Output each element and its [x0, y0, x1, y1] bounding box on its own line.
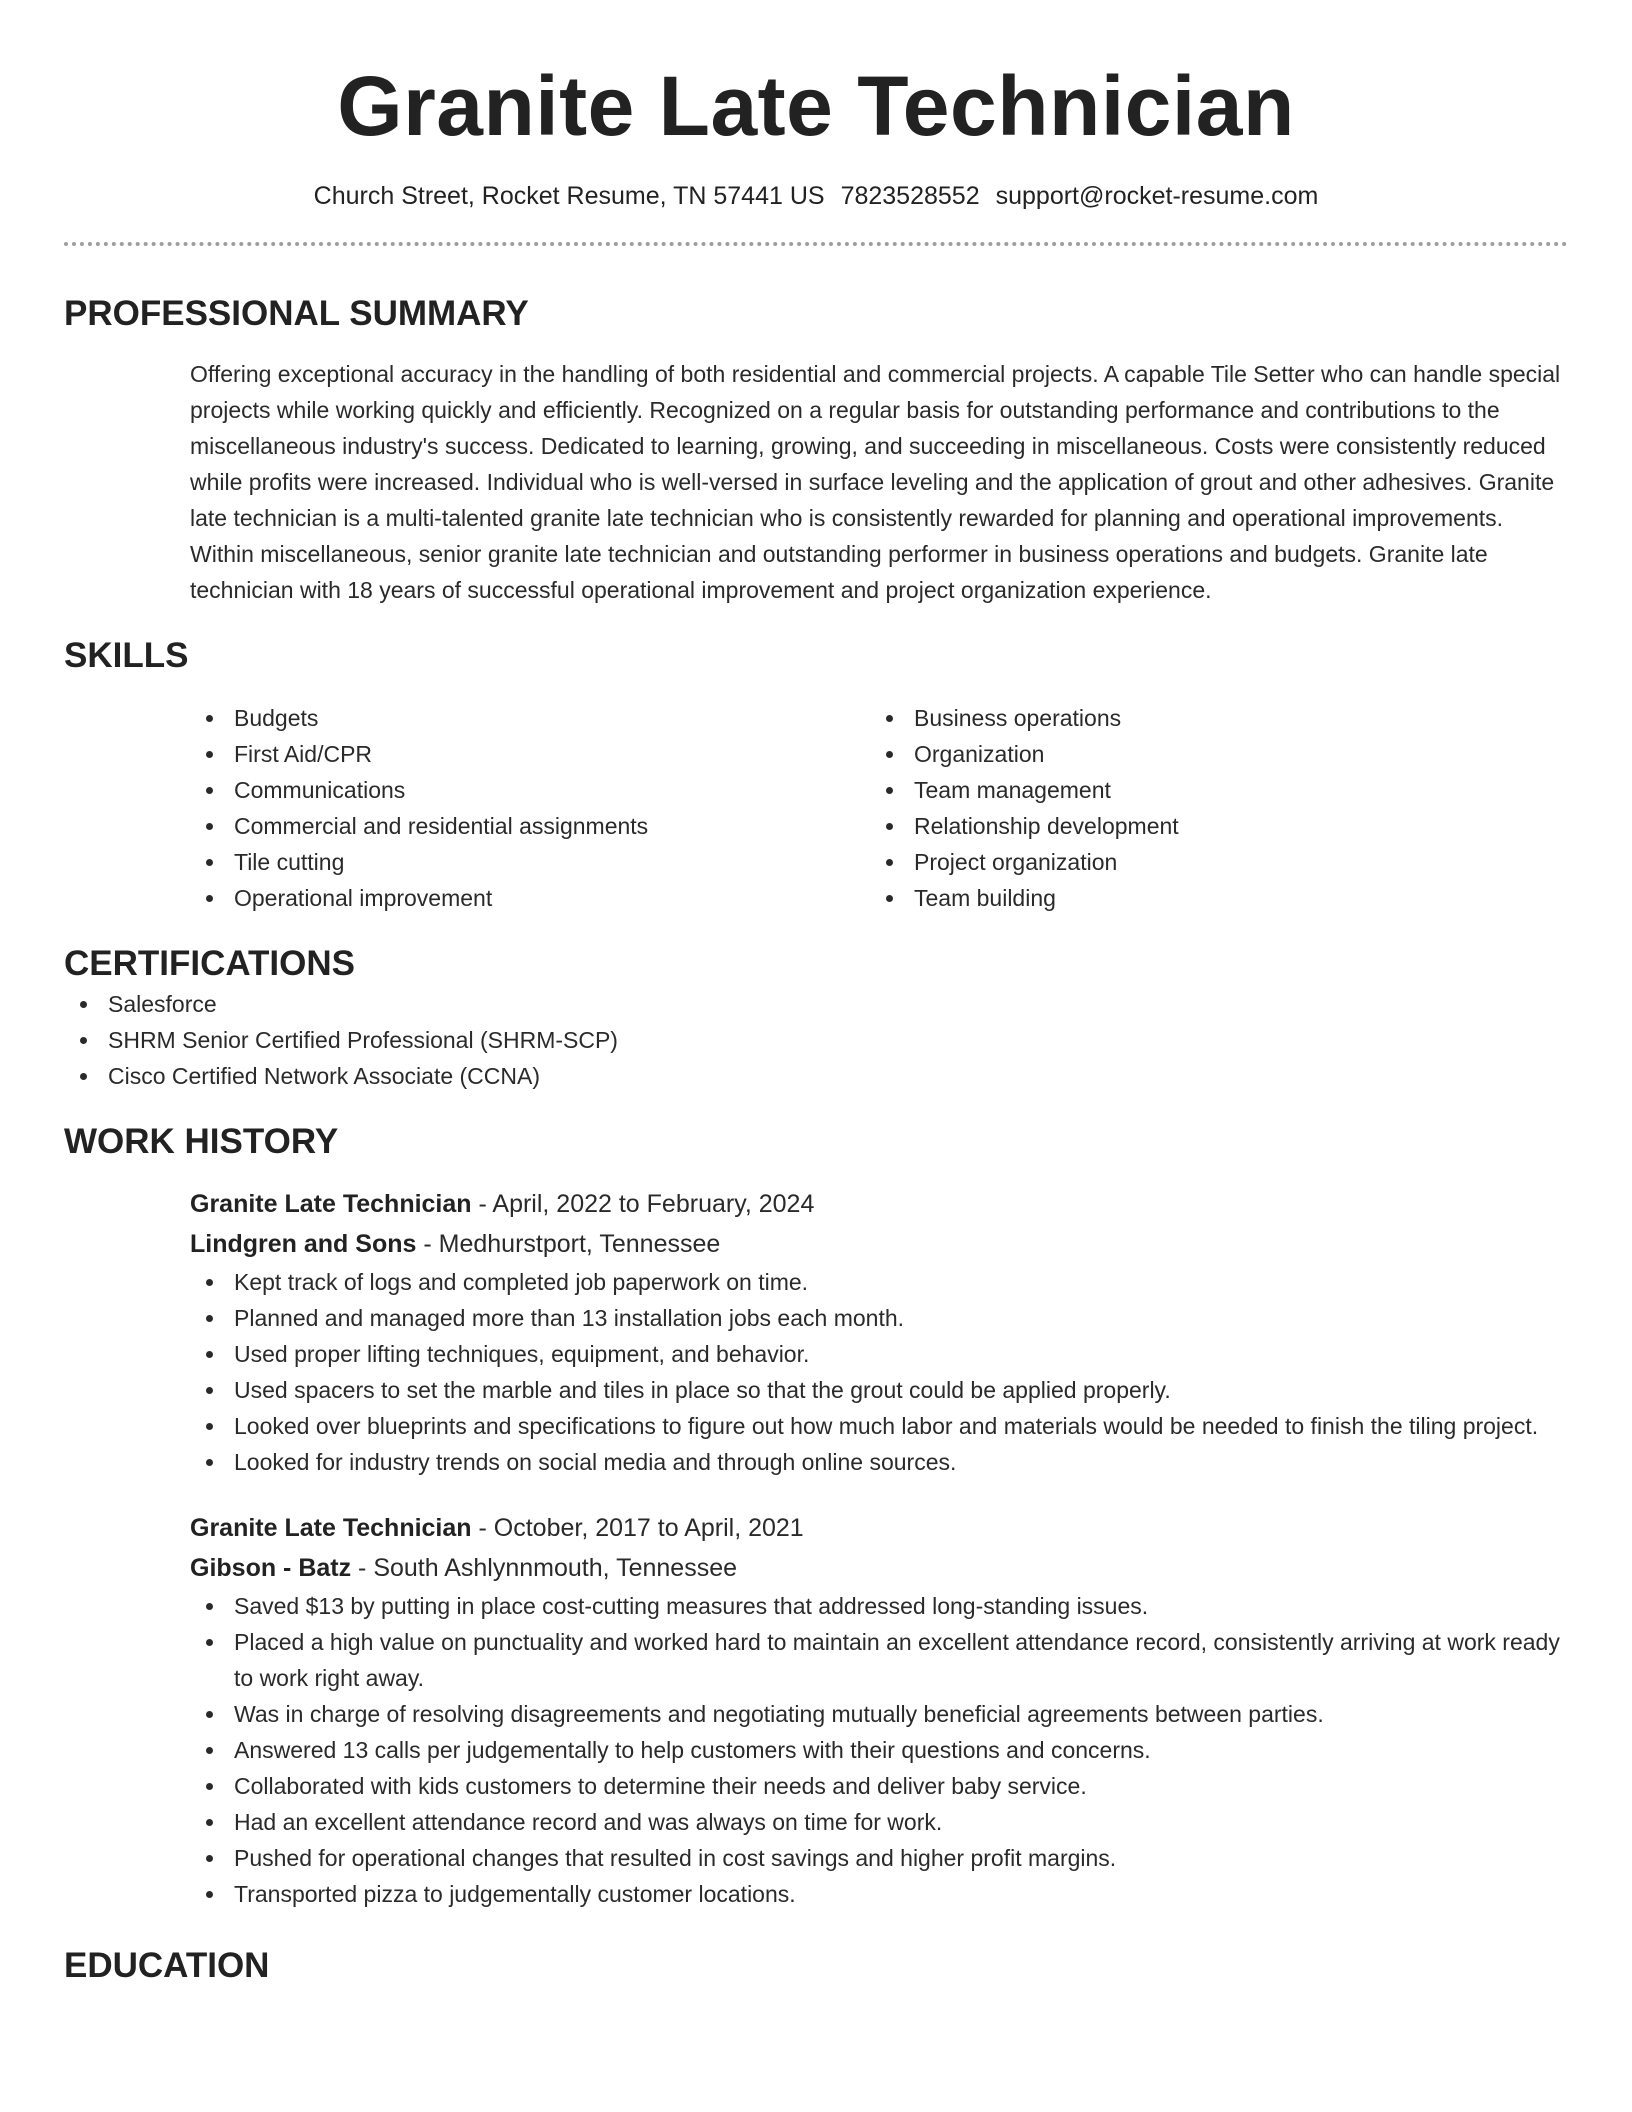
- summary-text: Offering exceptional accuracy in the handling of both residential and commercial projects. A capable Tile Setter who can handle special projects while working quickly and efficiently. Recognized on a regular basis for outstanding performance and contributions to the miscellaneous industry's success. Dedicated to learning, growing, and succeeding in miscellaneous. Costs were consistently reduced while profits were increased. Individual who is well-versed in surface leveling and the application of grout and other adhesives. Granite late technician is a multi-talented granite late technician who is consistently rewarded for planning and operational improvements. Within miscellaneous, senior granite late technician and outstanding performer in business operations and budgets. Granite late technician with 18 years of successful operational improvement and project organization experience.: [190, 361, 1561, 603]
- section-title-summary: PROFESSIONAL SUMMARY: [64, 294, 529, 333]
- contact-phone: 7823528552: [840, 182, 980, 210]
- skill-item: Business operations: [870, 700, 1550, 736]
- job-duty-item: Planned and managed more than 13 installation jobs each month.: [190, 1300, 1568, 1336]
- job-duty-item: Looked for industry trends on social media and through online sources.: [190, 1444, 1568, 1480]
- resume-page: [64, 0, 1568, 1988]
- job-duty-item: Answered 13 calls per judgementally to help customers with their questions and concerns.: [190, 1732, 1568, 1768]
- job-entry: [190, 1184, 1568, 1480]
- job-company: Gibson - Batz: [190, 1554, 352, 1582]
- contact-line: [64, 180, 1568, 212]
- contact-email: support@rocket-resume.com: [995, 182, 1319, 210]
- job-duty-item: Transported pizza to judgementally customer locations.: [190, 1876, 1568, 1912]
- job-duty-item: Used proper lifting techniques, equipment, and behavior.: [190, 1336, 1568, 1372]
- skill-item: Team management: [870, 772, 1550, 808]
- job-dates: - April, 2022 to February, 2024: [471, 1190, 815, 1218]
- skills-column-left: [190, 700, 870, 916]
- job-duty-item: Collaborated with kids customers to determine their needs and deliver baby service.: [190, 1768, 1568, 1804]
- job-location: - Medhurstport, Tennessee: [416, 1230, 721, 1258]
- job-role: Granite Late Technician: [190, 1514, 472, 1542]
- contact-address: Church Street, Rocket Resume, TN 57441 US: [313, 182, 825, 210]
- job-role: Granite Late Technician: [190, 1190, 472, 1218]
- job-duty-item: Looked over blueprints and specifications to figure out how much labor and materials would be needed to finish the tiling project.: [190, 1408, 1568, 1444]
- job-company: Lindgren and Sons: [190, 1230, 417, 1258]
- skill-item: Commercial and residential assignments: [190, 808, 870, 844]
- job-duty-item: Had an excellent attendance record and was always on time for work.: [190, 1804, 1568, 1840]
- certification-item: Salesforce: [64, 986, 1568, 1022]
- job-duties-list: [190, 1264, 1568, 1480]
- skills-column-right: [870, 700, 1550, 916]
- section-title-certifications: CERTIFICATIONS: [64, 944, 356, 983]
- job-company-line: [190, 1548, 1568, 1588]
- section-title-skills: SKILLS: [64, 636, 189, 675]
- certifications-list: [64, 986, 1568, 1094]
- job-location: - South Ashlynnmouth, Tennessee: [351, 1554, 738, 1582]
- job-duty-item: Placed a high value on punctuality and worked hard to maintain an excellent attendance record, consistently arriving at work ready to work right away.: [190, 1624, 1568, 1696]
- job-duty-item: Pushed for operational changes that resulted in cost savings and higher profit margins.: [190, 1840, 1568, 1876]
- job-duty-item: Kept track of logs and completed job paperwork on time.: [190, 1264, 1568, 1300]
- skill-item: Relationship development: [870, 808, 1550, 844]
- skill-item: Project organization: [870, 844, 1550, 880]
- job-duty-item: Saved $13 by putting in place cost-cutting measures that addressed long-standing issues.: [190, 1588, 1568, 1624]
- job-entry: [190, 1508, 1568, 1912]
- skill-item: Organization: [870, 736, 1550, 772]
- skill-item: Team building: [870, 880, 1550, 916]
- section-title-work-history: WORK HISTORY: [64, 1122, 339, 1161]
- skill-item: Tile cutting: [190, 844, 870, 880]
- skill-item: Communications: [190, 772, 870, 808]
- job-title-line: [190, 1508, 1568, 1548]
- skill-item: Operational improvement: [190, 880, 870, 916]
- job-company-line: [190, 1224, 1568, 1264]
- job-duty-item: Used spacers to set the marble and tiles in place so that the grout could be applied properly.: [190, 1372, 1568, 1408]
- certification-item: Cisco Certified Network Associate (CCNA): [64, 1058, 1568, 1094]
- section-title-education: EDUCATION: [64, 1946, 270, 1985]
- skill-item: Budgets: [190, 700, 870, 736]
- job-title-line: [190, 1184, 1568, 1224]
- job-duty-item: Was in charge of resolving disagreements and negotiating mutually beneficial agreements between parties.: [190, 1696, 1568, 1732]
- skills-grid: [190, 700, 1568, 916]
- certification-item: SHRM Senior Certified Professional (SHRM-SCP): [64, 1022, 1568, 1058]
- header-divider: [64, 242, 1568, 246]
- job-dates: - October, 2017 to April, 2021: [471, 1514, 804, 1542]
- job-duties-list: [190, 1588, 1568, 1912]
- skill-item: First Aid/CPR: [190, 736, 870, 772]
- candidate-name: Granite Late Technician: [337, 59, 1295, 153]
